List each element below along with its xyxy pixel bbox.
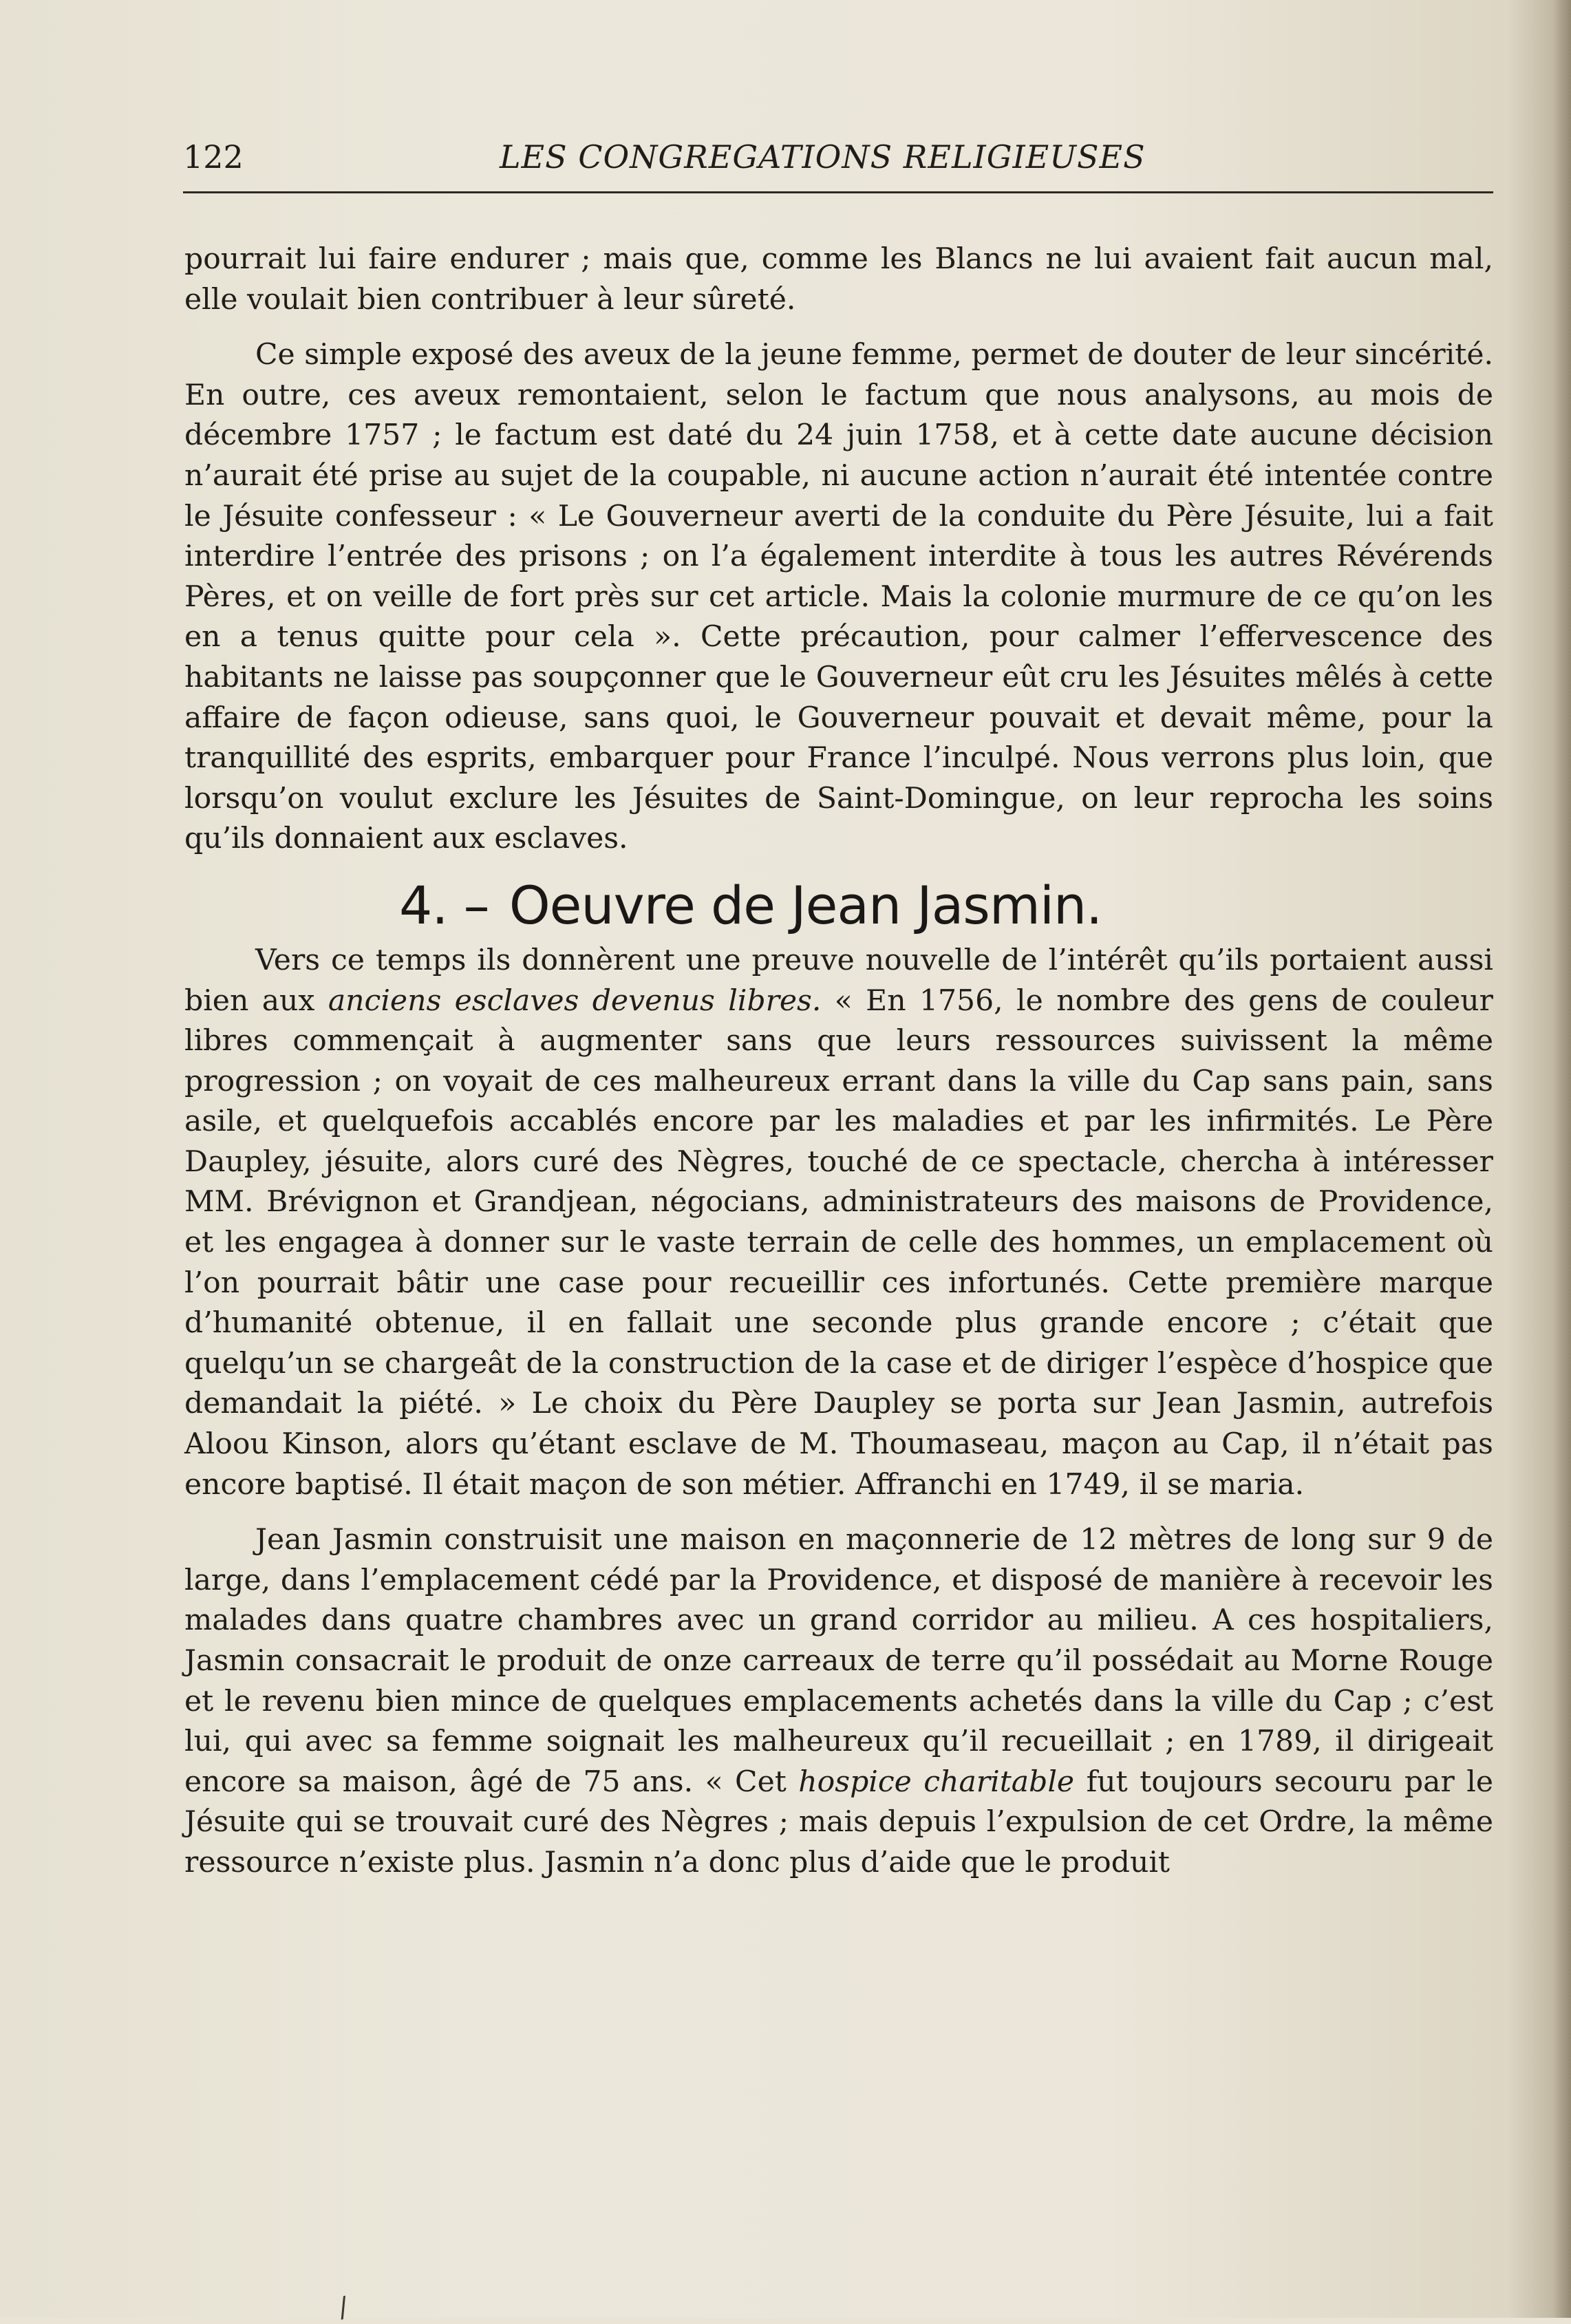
- italic-phrase: hospice charitable: [798, 1765, 1075, 1799]
- running-header: [183, 136, 1493, 193]
- body-text: [184, 239, 1493, 1899]
- paragraph-text: Jean Jasmin construisit une maison en maçonnerie de 12 mètres de long sur 9 de large, dans l’emplacement cédé par la Providence, et disposé de manière à recevoir les malades dans quatre chambres avec un grand corridor au milieu. A ces hospitaliers, Jasmin consacrait le produit de onze carreaux de terre qu’il possédait au Morne Rouge et le revenu bien mince de quelques emplacements achetés dans la ville du Cap ; c’est lui, qui avec sa femme soignait les malheureux qu’il recueillait ; en 1789, il dirigeait encore sa maison, âgé de 75 ans. « Cet: [184, 1523, 1493, 1799]
- paragraph-continuation: pourrait lui faire endurer ; mais que, comme les Blancs ne lui avaient fait aucun mal, elle voulait bien contribuer à leur sûreté.: [184, 242, 1493, 317]
- paragraph-text: fut toujours secouru par le Jésuite qui se trouvait curé des Nègres ; mais depuis l’expulsion de cet Ordre, la même ressource n’existe plus. Jasmin n’a donc plus d’aide que le produit: [184, 1765, 1493, 1879]
- section-title: Oeuvre de Jean Jasmin.: [509, 874, 1102, 936]
- running-title: LES CONGREGATIONS RELIGIEUSES: [500, 138, 1146, 175]
- section-number: 4. –: [399, 874, 489, 936]
- section-heading: [184, 875, 1493, 937]
- paragraph-aveux: Ce simple exposé des aveux de la jeune femme, permet de douter de leur sincérité. En outre, ces aveux remontaient, selon le factum que nous analysons, au mois de décembre 1757 ; le factum est daté du 24 juin 1758, et à cette date aucune décision n’aurait été prise au sujet de la coupable, ni aucune action n’aurait été intentée contre le Jésuite confesseur : « Le Gouverneur averti de la conduite du Père Jésuite, lui a fait interdire l’entrée des prisons ; on l’a également interdite à tous les autres Révérends Pères, et on veille de fort près sur cet article. Mais la colonie murmure de ce qu’on les en a tenus quitte pour cela ». Cette précaution, pour calmer l’effervescence des habitants ne laisse pas soupçonner que le Gouverneur eût cru les Jésuites mêlés à cette affaire de façon odieuse, sans quoi, le Gouverneur pouvait et devait même, pour la tranquillité des esprits, embarquer pour France l’inculpé. Nous verrons plus loin, que lorsqu’on voulut exclure les Jésuites de Saint-Domingue, on leur reprocha les soins qu’ils donnaient aux esclaves.: [184, 338, 1493, 856]
- italic-phrase: anciens esclaves devenus libres.: [328, 983, 822, 1018]
- page-edge-shadow: [1553, 0, 1571, 2318]
- paragraph-maison: [184, 1520, 1493, 1883]
- page-number: 122: [183, 138, 244, 175]
- stray-pen-mark: /: [335, 2291, 352, 2324]
- paragraph-text: « En 1756, le nombre des gens de couleur libres commençait à augmenter sans que leurs ressources suivissent la même progression ; on voyait de ces malheureux errant dans la ville du Cap sans pain, sans asile, et quelquefois accablés encore par les maladies et par les infirmités. Le Père Daupley, jésuite, alors curé des Nègres, touché de ce spectacle, chercha à intéresser MM. Brévignon et Grandjean, négocians, administrateurs des maisons de Providence, et les engagea à donner sur le vaste terrain de celle des hommes, un emplacement où l’on pourrait bâtir une case pour recueillir ces infortunés. Cette première marque d’humanité obtenue, il en fallait une seconde plus grande encore ; c’était que quelqu’un se chargeât de la construction de la case et de diriger l’espèce d’hospice que demandait la piété. » Le choix du Père Daupley se porta sur Jean Jasmin, autrefois Aloou Kinson, alors qu’étant esclave de M. Thoumaseau, maçon au Cap, il n’était pas encore baptisé. Il était maçon de son métier. Affranchi en 1749, il se maria.: [184, 983, 1493, 1502]
- paragraph-text: Vers ce temps ils donnèrent une preuve nouvelle de l’intérêt qu’ils portaient aussi bien aux: [184, 943, 1493, 1018]
- paragraph-jean-jasmin: [184, 941, 1493, 1505]
